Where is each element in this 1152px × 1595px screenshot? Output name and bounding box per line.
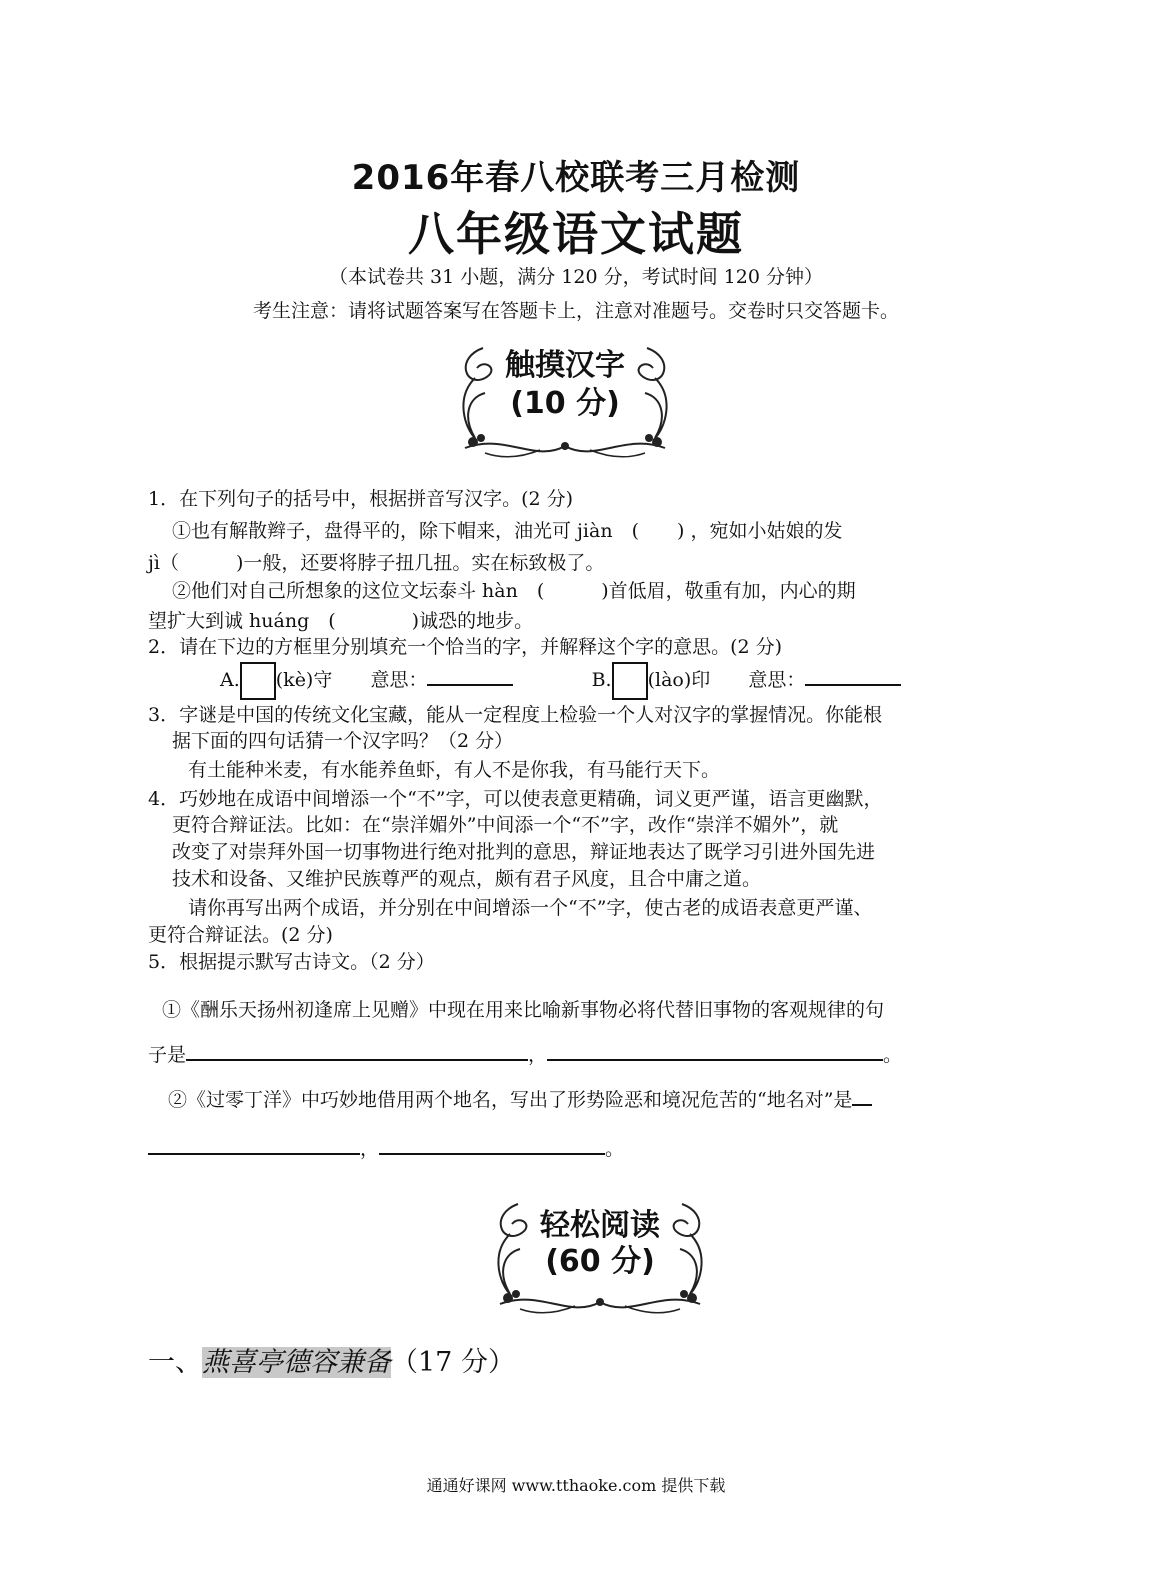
punct-period: 。 — [883, 1044, 903, 1066]
answer-blank[interactable] — [186, 1059, 528, 1061]
q1-line: jì（ )一般，还要将脖子扭几扭。实在标致极了。 — [148, 552, 605, 574]
answer-blank[interactable] — [427, 684, 513, 686]
q2-b-label: B. — [591, 669, 612, 691]
q5-stem: 5．根据提示默写古诗文。（2 分） — [148, 951, 435, 973]
q5-item-answer-line — [148, 1040, 902, 1067]
punct-comma: ， — [360, 1138, 380, 1160]
q1-line: ①也有解散辫子，盘得平的，除下帽来，油光可 jiàn ( ) ，宛如小姑娘的发 — [172, 520, 843, 542]
q4-line: 技术和设备、又维护民族尊严的观点，颇有君子风度，且合中庸之道。 — [172, 868, 762, 890]
q5-item: ①《酬乐天扬州初逢席上见赠》中现在用来比喻新事物必将代替旧事物的客观规律的句 — [162, 999, 885, 1021]
punct-period: 。 — [605, 1138, 625, 1160]
q5-item2-text: ②《过零丁洋》中巧妙地借用两个地名，写出了形势险恶和境况危苦的“地名对”是 — [168, 1089, 853, 1111]
q4-line: 4．巧妙地在成语中间增添一个“不”字，可以使表意更精确，词义更严谨，语言更幽默， — [148, 788, 883, 810]
section-ornament — [480, 1194, 720, 1324]
q3-stem: 3．字谜是中国的传统文化宝藏，能从一定程度上检验一个人对汉字的掌握情况。你能根 — [148, 704, 883, 726]
part-prefix: 一、 — [148, 1347, 202, 1378]
punct-comma: ， — [528, 1044, 548, 1066]
section-score: (10 分) — [510, 386, 620, 421]
q3-stem: 据下面的四句话猜一个汉字吗？（2 分） — [172, 730, 514, 752]
q4-line: 更符合辩证法。比如：在“崇洋媚外”中间添一个“不”字，改作“崇洋不媚外”，就 — [172, 814, 839, 836]
exam-info: （本试卷共 31 小题，满分 120 分，考试时间 120 分钟） — [329, 266, 823, 288]
q1-line: 望扩大到诚 huáng ( )诚恐的地步。 — [148, 610, 534, 632]
q2-a-meaning: 意思： — [370, 669, 428, 691]
part-score: （17 分） — [391, 1347, 515, 1378]
q2-options — [220, 662, 901, 700]
answer-blank[interactable] — [547, 1059, 883, 1061]
q5-item2-answer-line — [148, 1134, 624, 1161]
answer-blank[interactable] — [805, 684, 901, 686]
exam-notice: 考生注意：请将试题答案写在答题卡上，注意对准题号。交卷时只交答题卡。 — [252, 300, 899, 322]
section-score: (60 分) — [545, 1244, 655, 1279]
q1-stem: 1．在下列句子的括号中，根据拼音写汉字。(2 分) — [148, 488, 574, 510]
section-ornament — [445, 338, 685, 468]
q4-line: 请你再写出两个成语，并分别在中间增添一个“不”字，使古老的成语表意更严谨、 — [188, 897, 873, 919]
q1-line: ②他们对自己所想象的这位文坛泰斗 hàn ( )首低眉，敬重有加，内心的期 — [172, 580, 856, 602]
q2-b-pinyin: (lào)印 — [647, 669, 711, 691]
q2-stem: 2．请在下边的方框里分别填充一个恰当的字，并解释这个字的意思。(2 分) — [148, 636, 783, 658]
exam-subtitle: 八年级语文试题 — [408, 207, 744, 261]
section-title: 触摸汉字 — [505, 348, 625, 383]
part-heading — [148, 1340, 515, 1379]
q5-item2 — [168, 1085, 872, 1112]
answer-blank[interactable] — [379, 1153, 605, 1155]
exam-title: 2016年春八校联考三月检测 — [351, 158, 801, 198]
q5-prefix: 子是 — [148, 1044, 187, 1066]
q2-a-pinyin: (kè)守 — [275, 669, 333, 691]
q4-line: 更符合辩证法。(2 分) — [148, 924, 333, 946]
part-title: 燕喜亭德容兼备 — [202, 1347, 391, 1378]
page-footer: 通通好课网 www.tthaoke.com 提供下载 — [426, 1476, 726, 1495]
answer-box[interactable] — [612, 662, 648, 700]
q2-a-label: A. — [220, 669, 240, 691]
q4-line: 改变了对崇拜外国一切事物进行绝对批判的意思，辩证地表达了既学习引进外国先进 — [172, 841, 876, 863]
section-title: 轻松阅读 — [540, 1208, 660, 1243]
answer-blank[interactable] — [852, 1104, 872, 1106]
q3-riddle: 有土能种米麦，有水能养鱼虾，有人不是你我，有马能行天下。 — [188, 759, 721, 781]
answer-blank[interactable] — [148, 1153, 360, 1155]
answer-box[interactable] — [240, 662, 276, 700]
q2-b-meaning: 意思： — [748, 669, 806, 691]
